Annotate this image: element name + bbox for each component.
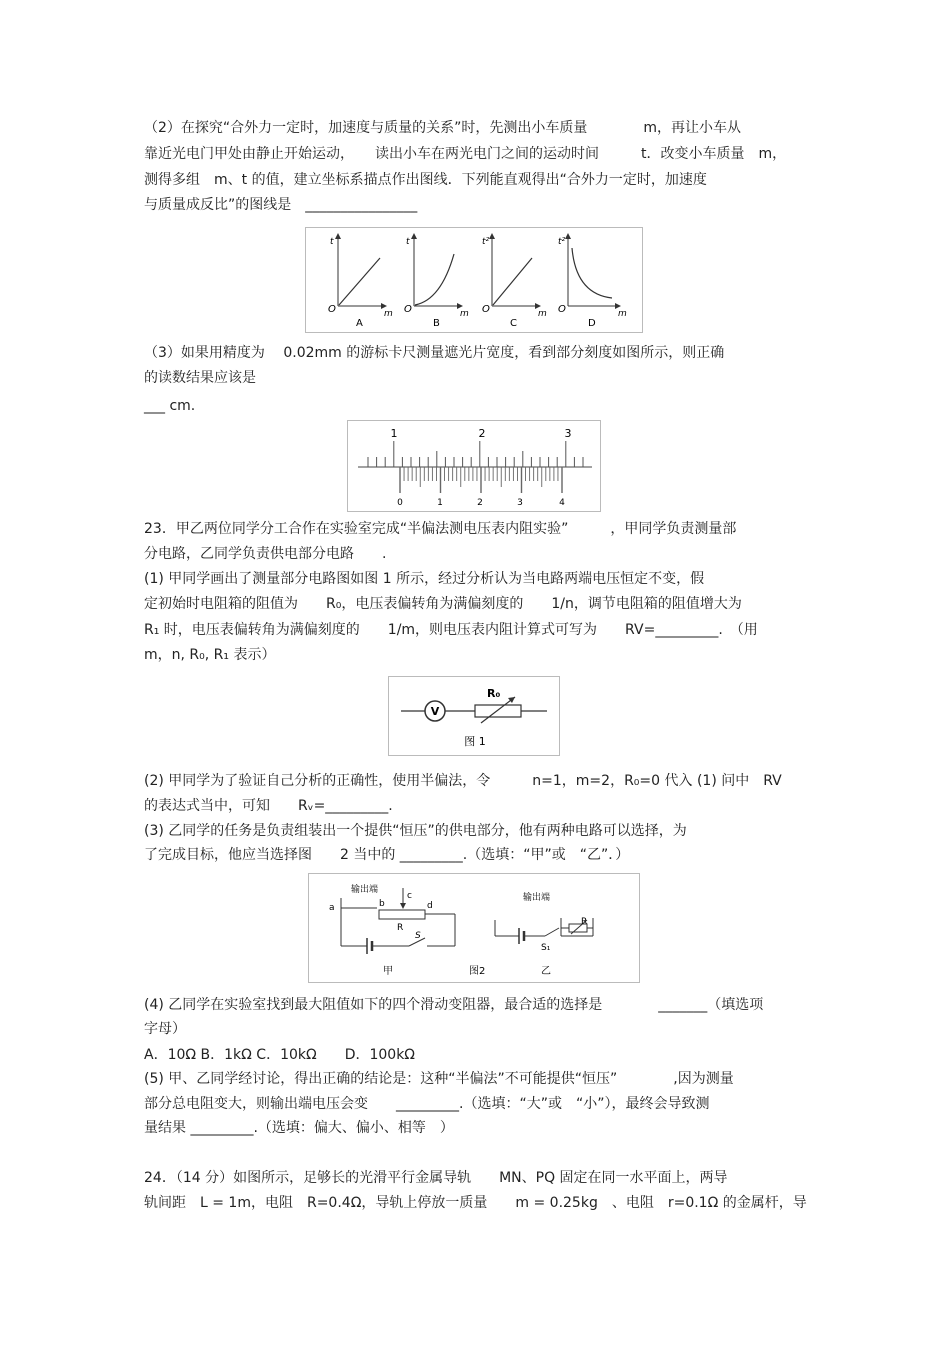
slide-rheostat-icon [379,910,425,919]
terminal-c: c [407,891,412,901]
q23-p1-line-1: (1) 甲同学画出了测量部分电路图如图 1 所示，经过分析认为当电路两端电压恒定不变，假 [144,571,705,587]
graph-c-origin: O [482,304,490,315]
q23-p3-line-2: 了完成目标，他应当选择图 2 当中的 _________.（选填：“甲”或 “乙”．） [144,847,630,863]
graph-d-xlabel: m [618,309,627,319]
main-scale-label-1: 1 [390,427,398,440]
circuit-figure-1 [388,676,560,756]
q23-p5-line-3: 量结果 _________.（选填：偏大、偏小、相等 ） [144,1120,454,1136]
q23-p2-line-2: 的表达式当中，可知 Rᵥ=_________. [144,798,393,814]
q22-2-line-1: （2）在探究“合外力一定时，加速度与质量的关系”时，先测出小车质量 m，再让小车从 [144,120,742,136]
q22-2-line-2: 靠近光电门甲处由静止开始运动， 读出小车在两光电门之间的运动时间 t．改变小车质量 m， [144,146,787,162]
graph-c [482,236,547,329]
graph-b-origin: O [404,304,412,315]
q24-line-2: 轨间距 L = 1m，电阻 R=0.4Ω，导轨上停放一质量 m = 0.25kg 、电阻 r=0.1Ω 的金属杆，导 [144,1195,807,1211]
voltmeter-label: V [430,705,440,718]
graph-c-ylabel: t² [482,237,490,247]
vernier-label-2: 2 [477,498,483,508]
graph-a-ylabel: t [330,237,334,247]
circuit-figure-2 [308,873,640,983]
q23-p1-line-3: R₁ 时，电压表偏转角为满偏刻度的 1/m，则电压表内阻计算式可写为 RV=_________. （用 [144,622,758,638]
graph-d-origin: O [558,304,566,315]
graph-options-figure [305,227,643,333]
graph-a-origin: O [328,304,336,315]
resistance-box-icon [475,705,521,717]
main-scale-label-3: 3 [564,427,572,440]
q23-p2-line-1: (2) 甲同学为了验证自己分析的正确性，使用半偏法，令 n=1，m=2，R₀=0 代入 (1) 问中 RV [144,773,782,789]
q23-p3-line-1: (3) 乙同学的任务是负责组装出一个提供“恒压”的供电部分，他有两种电路可以选择，为 [144,823,687,839]
output-label-left: 输出端 [351,885,379,895]
q23-line-1: 23．甲乙两位同学分工合作在实验室完成“半偏法测电压表内阻实验” ，甲同学负责测量部 [144,521,737,537]
graph-b-xlabel: m [460,309,469,319]
resistance-box-label: R₀ [487,687,501,700]
graph-a-label: A [356,318,363,329]
terminal-b: b [379,899,385,909]
switch-label: S [415,931,421,941]
graph-a-xlabel: m [384,309,393,319]
graph-b-ylabel: t [406,237,410,247]
q23-p5-line-2: 部分总电阻变大，则输出端电压会变 _________.（选填：“大”或 “小”），最终会导致测 [144,1096,710,1112]
graph-options-svg [306,228,642,332]
terminal-a: a [329,903,335,913]
terminal-d: d [427,901,433,911]
switch-icon-2 [545,928,559,936]
switch-s1-label: S₁ [541,943,551,953]
graph-d [558,236,627,329]
resistor-r-label: R [581,917,588,927]
circuit-jia-label: 甲 [383,966,393,977]
q22-3-line-2: 的读数结果应该是 [144,370,256,386]
q23-p5-line-1: (5) 甲、乙同学经讨论，得出正确的结论是：这种“半偏法”不可能提供“恒压” ,因为测量 [144,1071,734,1087]
vernier-label-4: 4 [559,498,565,508]
graph-d-label: D [588,318,596,329]
circuit-figure-1-svg [389,677,559,755]
graph-d-ylabel: t² [558,237,566,247]
output-label-right: 输出端 [523,893,551,903]
q23-p4-options: A．10Ω B．1kΩ C．10kΩ D．100kΩ [144,1047,416,1063]
rheostat-label: R [397,923,404,933]
circuit-yi-label: 乙 [541,966,551,977]
vernier-label-1: 1 [437,498,443,508]
graph-a [328,236,393,329]
q24-line-1: 24．（14 分）如图所示，足够长的光滑平行金属导轨 MN、PQ 固定在同一水平面上，两导 [144,1170,728,1186]
vernier-label-3: 3 [517,498,523,508]
vernier-caliper-figure [347,420,601,512]
q23-p1-line-4: m，n, R₀, R₁ 表示） [144,647,276,663]
circuit-figure-2-svg [309,874,639,982]
q23-p4-line-2: 字母） [144,1021,186,1037]
vernier-label-0: 0 [397,498,403,508]
q22-2-line-3: 测得多组 m、t 的值，建立坐标系描点作出图线．下列能直观得出“合外力一定时，加速度 [144,172,707,188]
q22-3-line-3: ___ cm. [144,398,196,414]
q23-line-2: 分电路，乙同学负责供电部分电路 . [144,546,387,562]
graph-b-label: B [433,318,440,329]
main-scale-label-2: 2 [478,427,486,440]
graph-c-xlabel: m [538,309,547,319]
vernier-caliper-svg [348,421,600,511]
q22-2-line-4: 与质量成反比”的图线是 ________________ [144,197,418,213]
q22-3-line-1: （3）如果用精度为 0.02mm 的游标卡尺测量遮光片宽度，看到部分刻度如图所示，则正确 [144,345,725,361]
q23-p1-line-2: 定初始时电阻箱的阻值为 R₀，电压表偏转角为满偏刻度的 1/n，调节电阻箱的阻值增大为 [144,596,742,612]
figure-2-caption: 图2 [469,966,486,977]
q23-p4-line-1: (4) 乙同学在实验室找到最大阻值如下的四个滑动变阻器，最合适的选择是 _______（填选项 [144,997,764,1013]
graph-c-label: C [510,318,517,329]
figure-1-caption: 图 1 [464,735,486,748]
graph-b [404,236,469,329]
